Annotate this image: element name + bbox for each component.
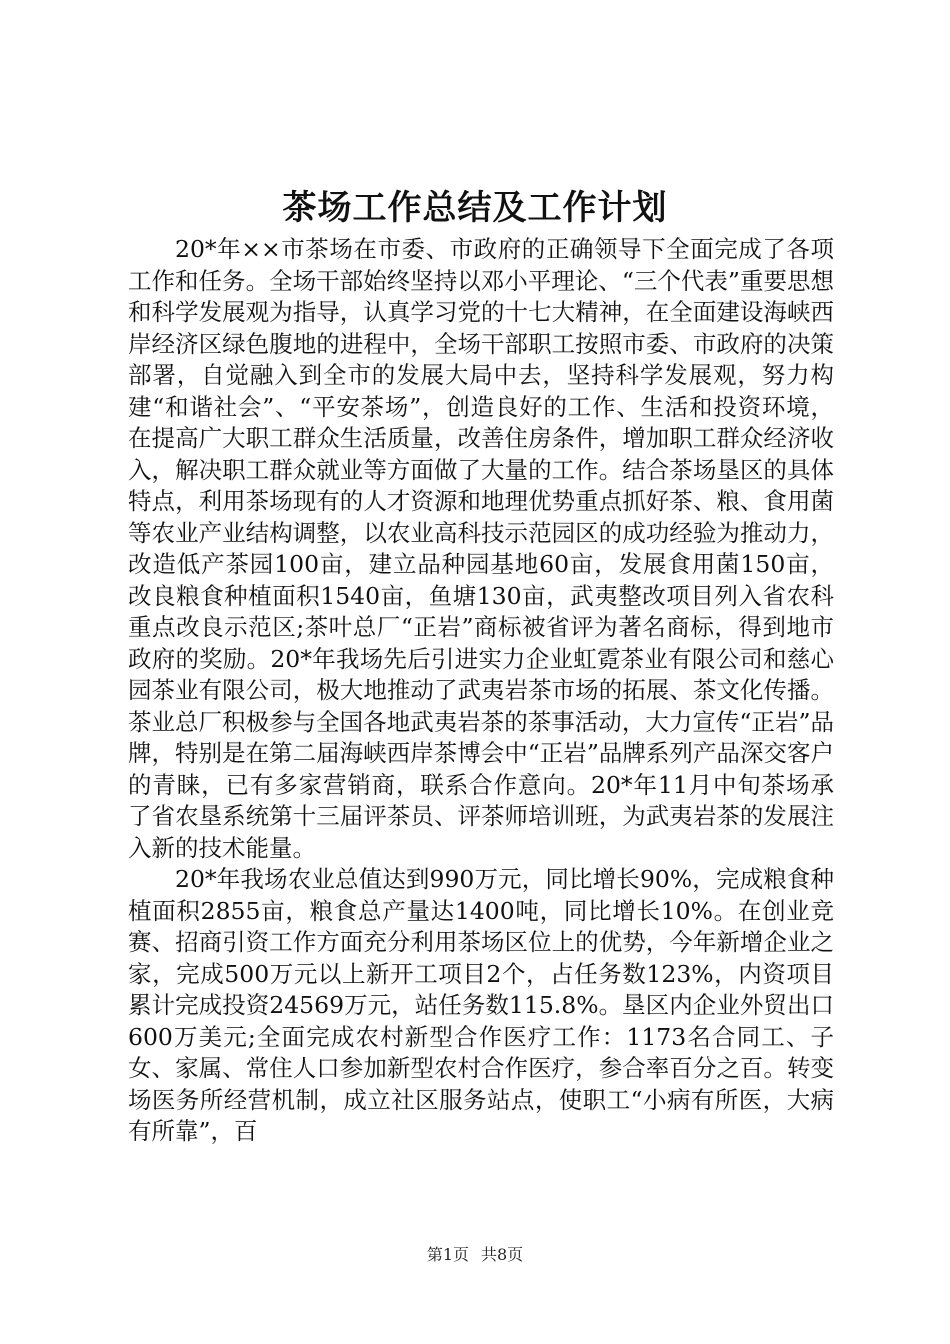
paragraph-2: 20*年我场农业总值达到990万元，同比增长90%，完成粮食种植面积2855亩，粮食总产量达1400吨，同比增长10%。在创业竞赛、招商引资工作方面充分利用茶场区位上的优势，今年新增企业之家，完成500万元以上新开工项目2个，占任务数123%，内资项目累计完成投资24569万元，站任务数115.8%。垦区内企业外贸出口600万美元;全面完成农村新型合作医疗工作：1173名合同工、子女、家属、常住人口参加新型农村合作医疗，参合率百分之百。转变场医务所经营机制，成立社区服务站点，使职工“小病有所医，大病有所靠”，百 — [128, 865, 834, 1145]
document-body — [128, 234, 834, 1148]
page-footer — [0, 1244, 950, 1266]
page-total: 共8页 — [481, 1245, 524, 1264]
paragraph-1: 20*年××市茶场在市委、市政府的正确领导下全面完成了各项工作和任务。全场干部始终坚持以邓小平理论、“三个代表”重要思想和科学发展观为指导，认真学习党的十七大精神，在全面建设海峡西岸经济区绿色腹地的进程中，全场干部职工按照市委、市政府的决策部署，自觉融入到全市的发展大局中去，坚持科学发展观，努力构建“和谐社会”、“平安茶场”，创造良好的工作、生活和投资环境，在提高广大职工群众生活质量，改善住房条件，增加职工群众经济收入，解决职工群众就业等方面做了大量的工作。结合茶场垦区的具体特点，利用茶场现有的人才资源和地理优势重点抓好茶、粮、食用菌等农业产业结构调整，以农业高科技示范园区的成功经验为推动力，改造低产茶园100亩，建立品种园基地60亩，发展食用菌150亩，改良粮食种植面积1540亩，鱼塘130亩，武夷整改项目列入省农科重点改良示范区;茶叶总厂“正岩”商标被省评为著名商标，得到地市政府的奖励。20*年我场先后引进实力企业虹霓茶业有限公司和慈心园茶业有限公司，极大地推动了武夷岩茶市场的拓展、茶文化传播。茶业总厂积极参与全国各地武夷岩茶的茶事活动，大力宣传“正岩”品牌，特别是在第二届海峡西岸茶博会中“正岩”品牌系列产品深交客户的青睐，已有多家营销商，联系合作意向。20*年11月中旬茶场承了省农垦系统第十三届评茶员、评茶师培训班，为武夷岩茶的发展注入新的技术能量。 — [128, 235, 834, 862]
page-number: 第1页 — [426, 1245, 469, 1264]
document-title: 茶场工作总结及工作计划 — [282, 188, 668, 228]
